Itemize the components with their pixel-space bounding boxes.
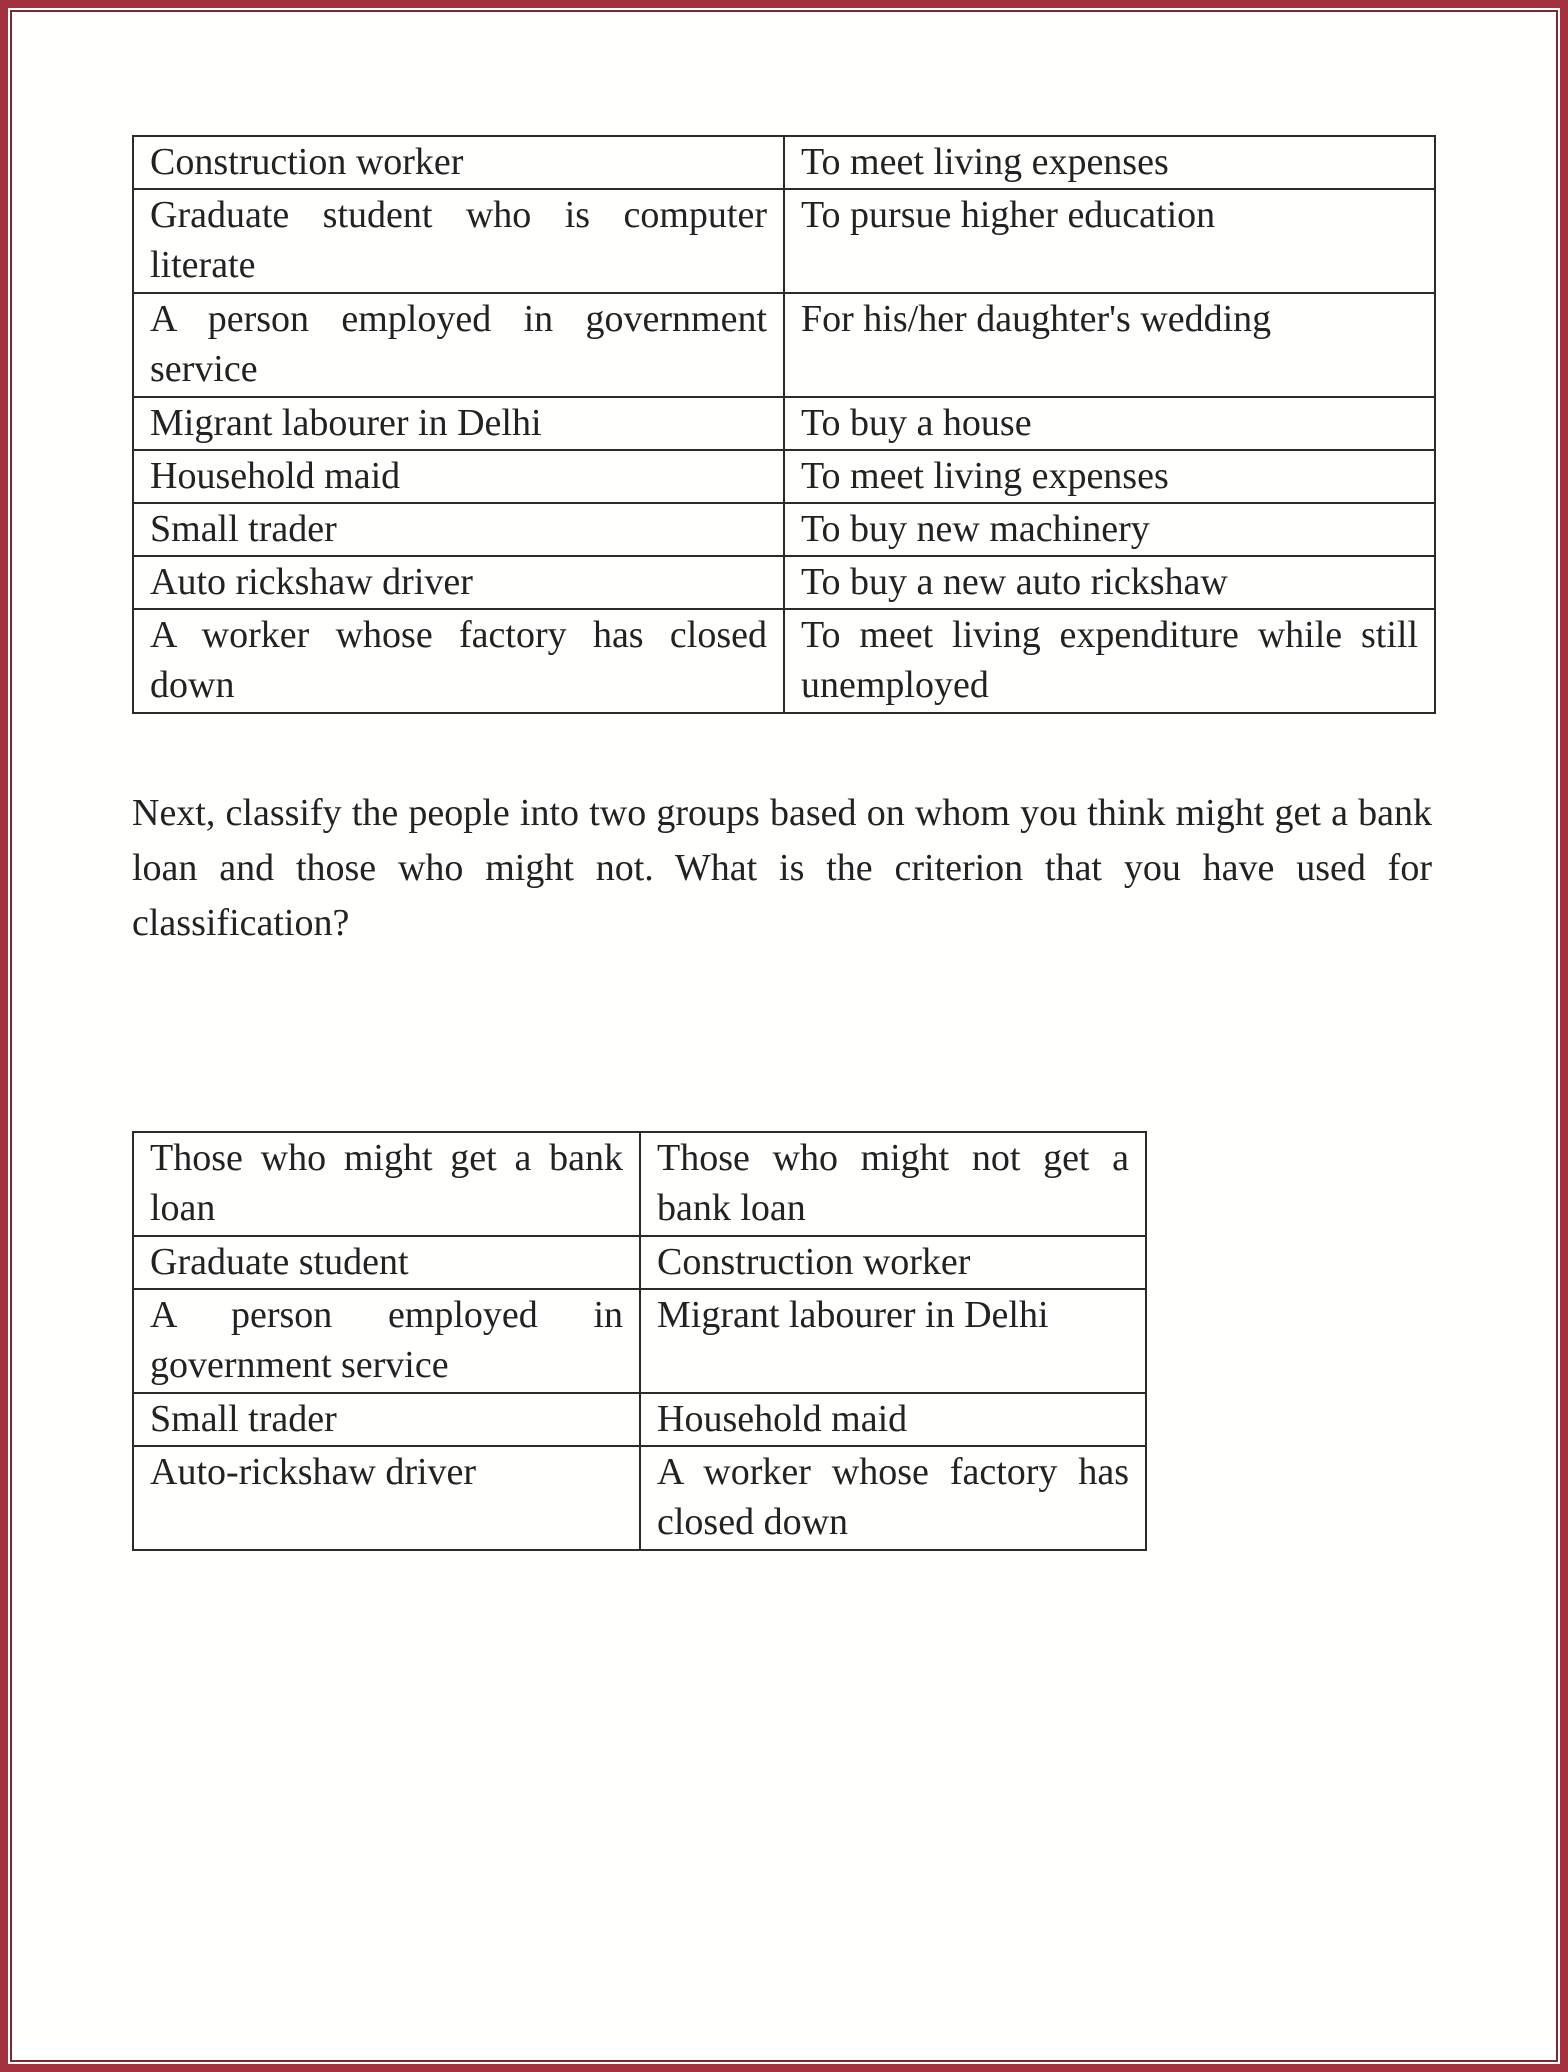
- classification-table: [132, 1131, 1147, 1551]
- purpose-cell: For his/her daughter's wedding: [784, 293, 1435, 397]
- purpose-cell: To buy new machinery: [784, 503, 1435, 556]
- purpose-cell: To meet living expenses: [784, 450, 1435, 503]
- person-cell: Construction worker: [133, 136, 784, 189]
- table-row: [133, 136, 1435, 189]
- table-header-row: [133, 1132, 1146, 1236]
- table-row: [133, 609, 1435, 713]
- might-not-get-cell: A worker whose factory has closed down: [640, 1446, 1146, 1550]
- might-not-get-cell: Construction worker: [640, 1236, 1146, 1289]
- purpose-cell: To meet living expenditure while still unemployed: [784, 609, 1435, 713]
- purpose-cell: To buy a house: [784, 397, 1435, 450]
- table-row: [133, 1289, 1146, 1393]
- might-not-get-cell: Migrant labourer in Delhi: [640, 1289, 1146, 1393]
- person-cell: A person employed in government service: [133, 293, 784, 397]
- table-row: [133, 503, 1435, 556]
- table-row: [133, 397, 1435, 450]
- purpose-cell: To buy a new auto rickshaw: [784, 556, 1435, 609]
- person-cell: Small trader: [133, 503, 784, 556]
- person-cell: Household maid: [133, 450, 784, 503]
- column-header-might-get: Those who might get a bank loan: [133, 1132, 640, 1236]
- table-row: [133, 556, 1435, 609]
- might-get-cell: Graduate student: [133, 1236, 640, 1289]
- might-not-get-cell: Household maid: [640, 1393, 1146, 1446]
- table-row: [133, 293, 1435, 397]
- classification-question: Next, classify the people into two groups based on whom you think might get a bank loan and those who might not. What is the criterion that you have used for classification?: [132, 792, 1432, 944]
- table-row: [133, 1236, 1146, 1289]
- might-get-cell: Small trader: [133, 1393, 640, 1446]
- table-row: [133, 189, 1435, 293]
- might-get-cell: Auto-rickshaw driver: [133, 1446, 640, 1550]
- table-row: [133, 450, 1435, 503]
- column-header-might-not-get: Those who might not get a bank loan: [640, 1132, 1146, 1236]
- person-cell: Auto rickshaw driver: [133, 556, 784, 609]
- person-cell: Migrant labourer in Delhi: [133, 397, 784, 450]
- table-row: [133, 1446, 1146, 1550]
- table-row: [133, 1393, 1146, 1446]
- person-cell: A worker whose factory has closed down: [133, 609, 784, 713]
- purpose-cell: To meet living expenses: [784, 136, 1435, 189]
- loan-purpose-table: [132, 135, 1436, 714]
- person-cell: Graduate student who is computer literate: [133, 189, 784, 293]
- purpose-cell: To pursue higher education: [784, 189, 1435, 293]
- might-get-cell: A person employed in government service: [133, 1289, 640, 1393]
